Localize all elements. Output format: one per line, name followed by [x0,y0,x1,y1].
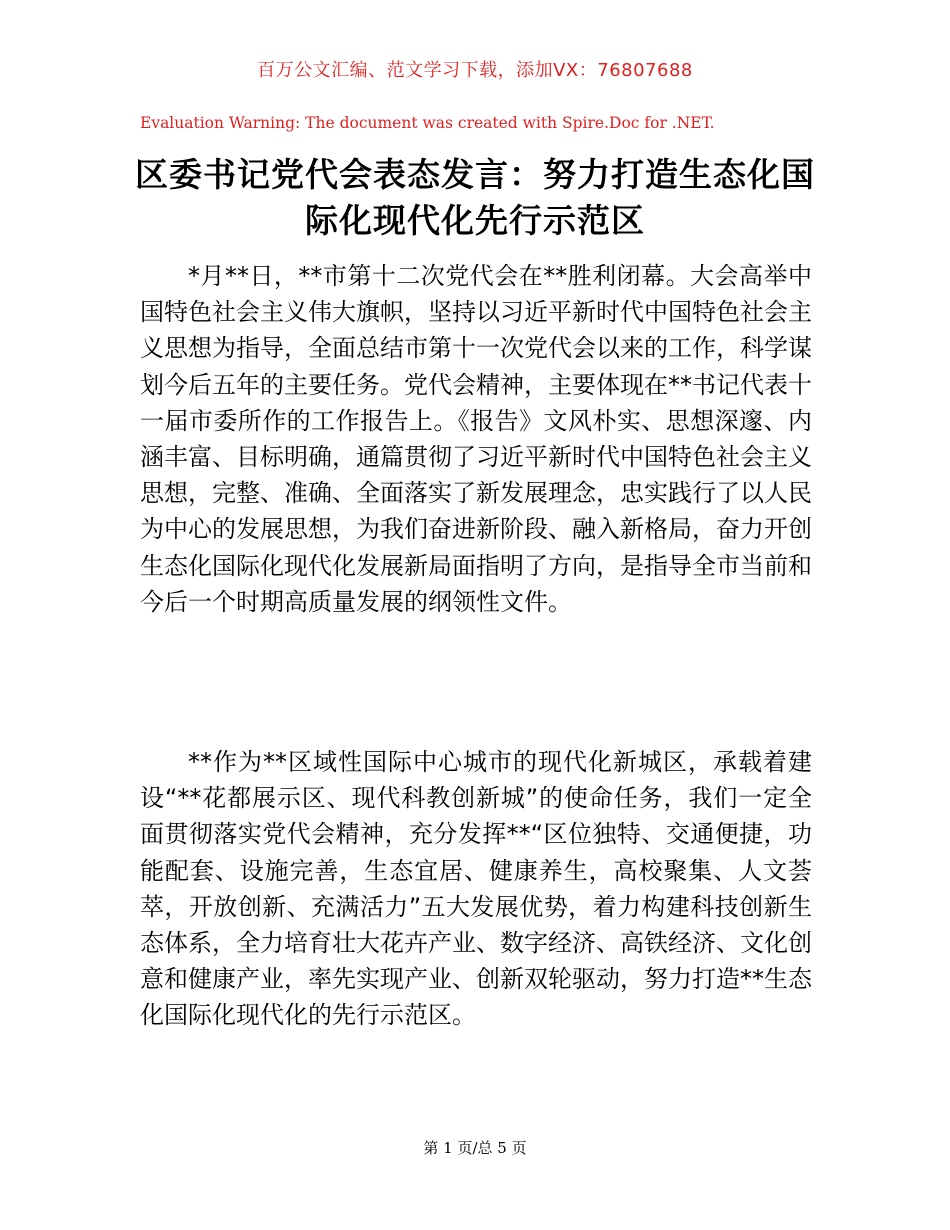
header-banner: 百万公文汇编、范文学习下载，添加VX：76807688 [257,60,693,81]
evaluation-warning: Evaluation Warning: The document was created with Spire.Doc for .NET. [140,114,715,132]
body-paragraph-1: *月**日，**市第十二次党代会在**胜利闭幕。大会高举中国特色社会主义伟大旗帜，坚持以习近平新时代中国特色社会主义思想为指导，全面总结市第十一次党代会以来的工作，科学谋划今后五年的主要任务。党代会精神，主要体现在**书记代表十一届市委所作的工作报告上。《报告》文风朴实、思想深邃、内涵丰富、目标明确，通篇贯彻了习近平新时代中国特色社会主义思想，完整、准确、全面落实了新发展理念，忠实践行了以人民为中心的发展思想，为我们奋进新阶段、融入新格局，奋力开创生态化国际化现代化发展新局面指明了方向，是指导全市当前和今后一个时期高质量发展的纲领性文件。 [140,262,812,616]
body-paragraph-2: **作为**区域性国际中心城市的现代化新城区，承载着建设“**花都展示区、现代科教创新城”的使命任务，我们一定全面贯彻落实党代会精神，充分发挥**“区位独特、交通便捷，功能配套、设施完善，生态宜居、健康养生，高校聚集、人文荟萃，开放创新、充满活力”五大发展优势，着力构建科技创新生态体系，全力培育壮大花卉产业、数字经济、高铁经济、文化创意和健康产业，率先实现产业、创新双轮驱动，努力打造**生态化国际化现代化的先行示范区。 [140,748,812,1030]
document-title: 区委书记党代会表态发言：努力打造生态化国际化现代化先行示范区 [135,155,815,240]
page-footer: 第 1 页/总 5 页 [423,1139,527,1157]
